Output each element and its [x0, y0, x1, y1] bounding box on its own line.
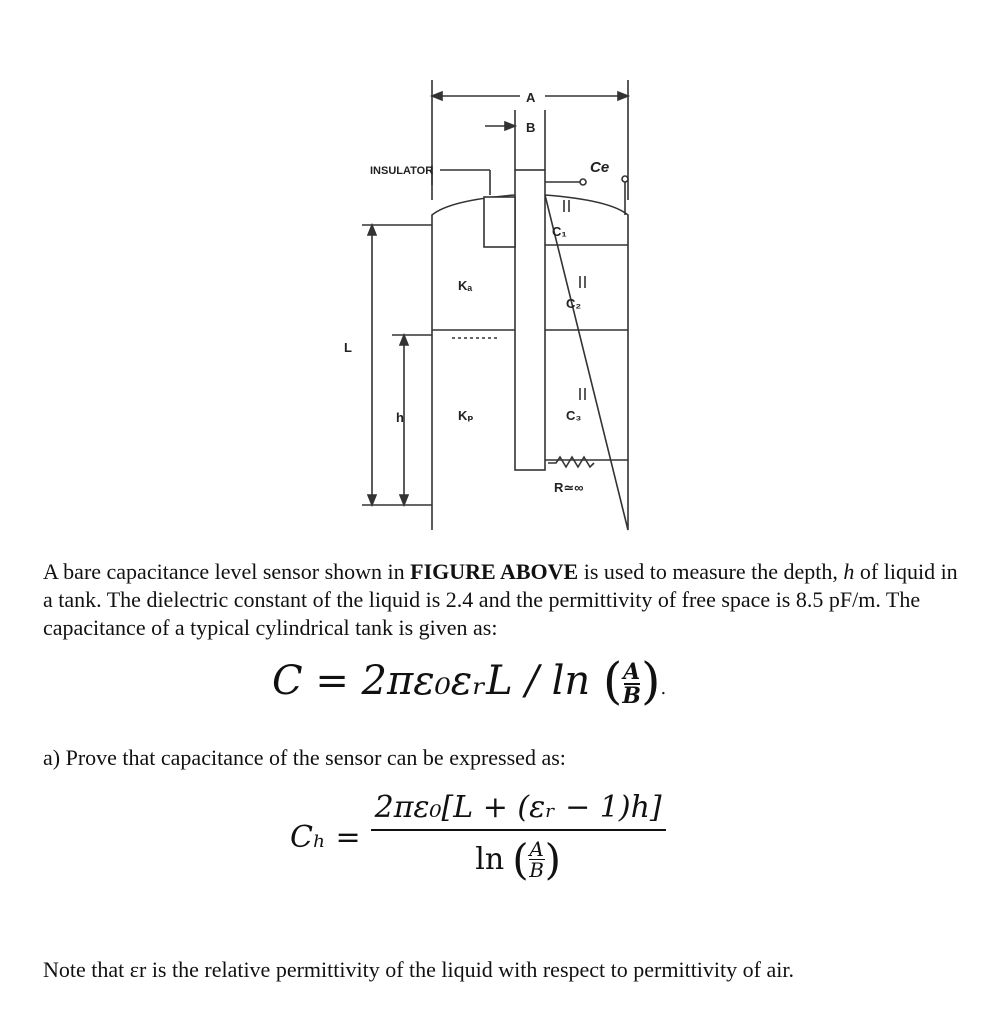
label-C1: C₁ — [552, 224, 567, 239]
sensor-capacitance-equation: Cₕ = 2πε₀[L + (εᵣ − 1)h] ln ( A B ) — [290, 790, 666, 884]
capacitance-equation: C = 2πε₀εᵣL / ln ( $\frac{A}{B}$ ). — [272, 652, 667, 710]
label-insulator: INSULATOR — [370, 165, 434, 177]
figure-reference: FIGURE ABOVE — [410, 559, 579, 584]
resistor-symbol — [548, 457, 594, 467]
problem-intro: A bare capacitance level sensor shown in FIGURE ABOVE is used to measure the depth, h of liquid in a tank. The dielectric constant of the liquid is 2.4 and the permittivity of free space is 8.5 pF/m. The capacitance of a typical cylindrical tank is given as: — [43, 559, 958, 640]
note-text: Note that εr is the relative permittivity of the liquid with respect to permittivity of air. — [43, 957, 794, 982]
label-C3: C₃ — [566, 408, 582, 423]
label-C2: C₂ — [566, 296, 582, 311]
label-h: h — [396, 410, 404, 425]
label-R: R≃∞ — [554, 480, 584, 495]
label-B: B — [526, 120, 536, 135]
label-L: L — [344, 340, 352, 355]
insulator-block — [484, 197, 515, 247]
label-Kp: Kₚ — [458, 408, 474, 423]
label-A: A — [526, 90, 536, 105]
part-a-statement: a) Prove that capacitance of the sensor can be expressed as: — [43, 745, 566, 770]
label-Ce: Ce — [590, 159, 610, 176]
probe-electrode — [515, 170, 545, 470]
label-Ka: Kₐ — [458, 278, 473, 293]
